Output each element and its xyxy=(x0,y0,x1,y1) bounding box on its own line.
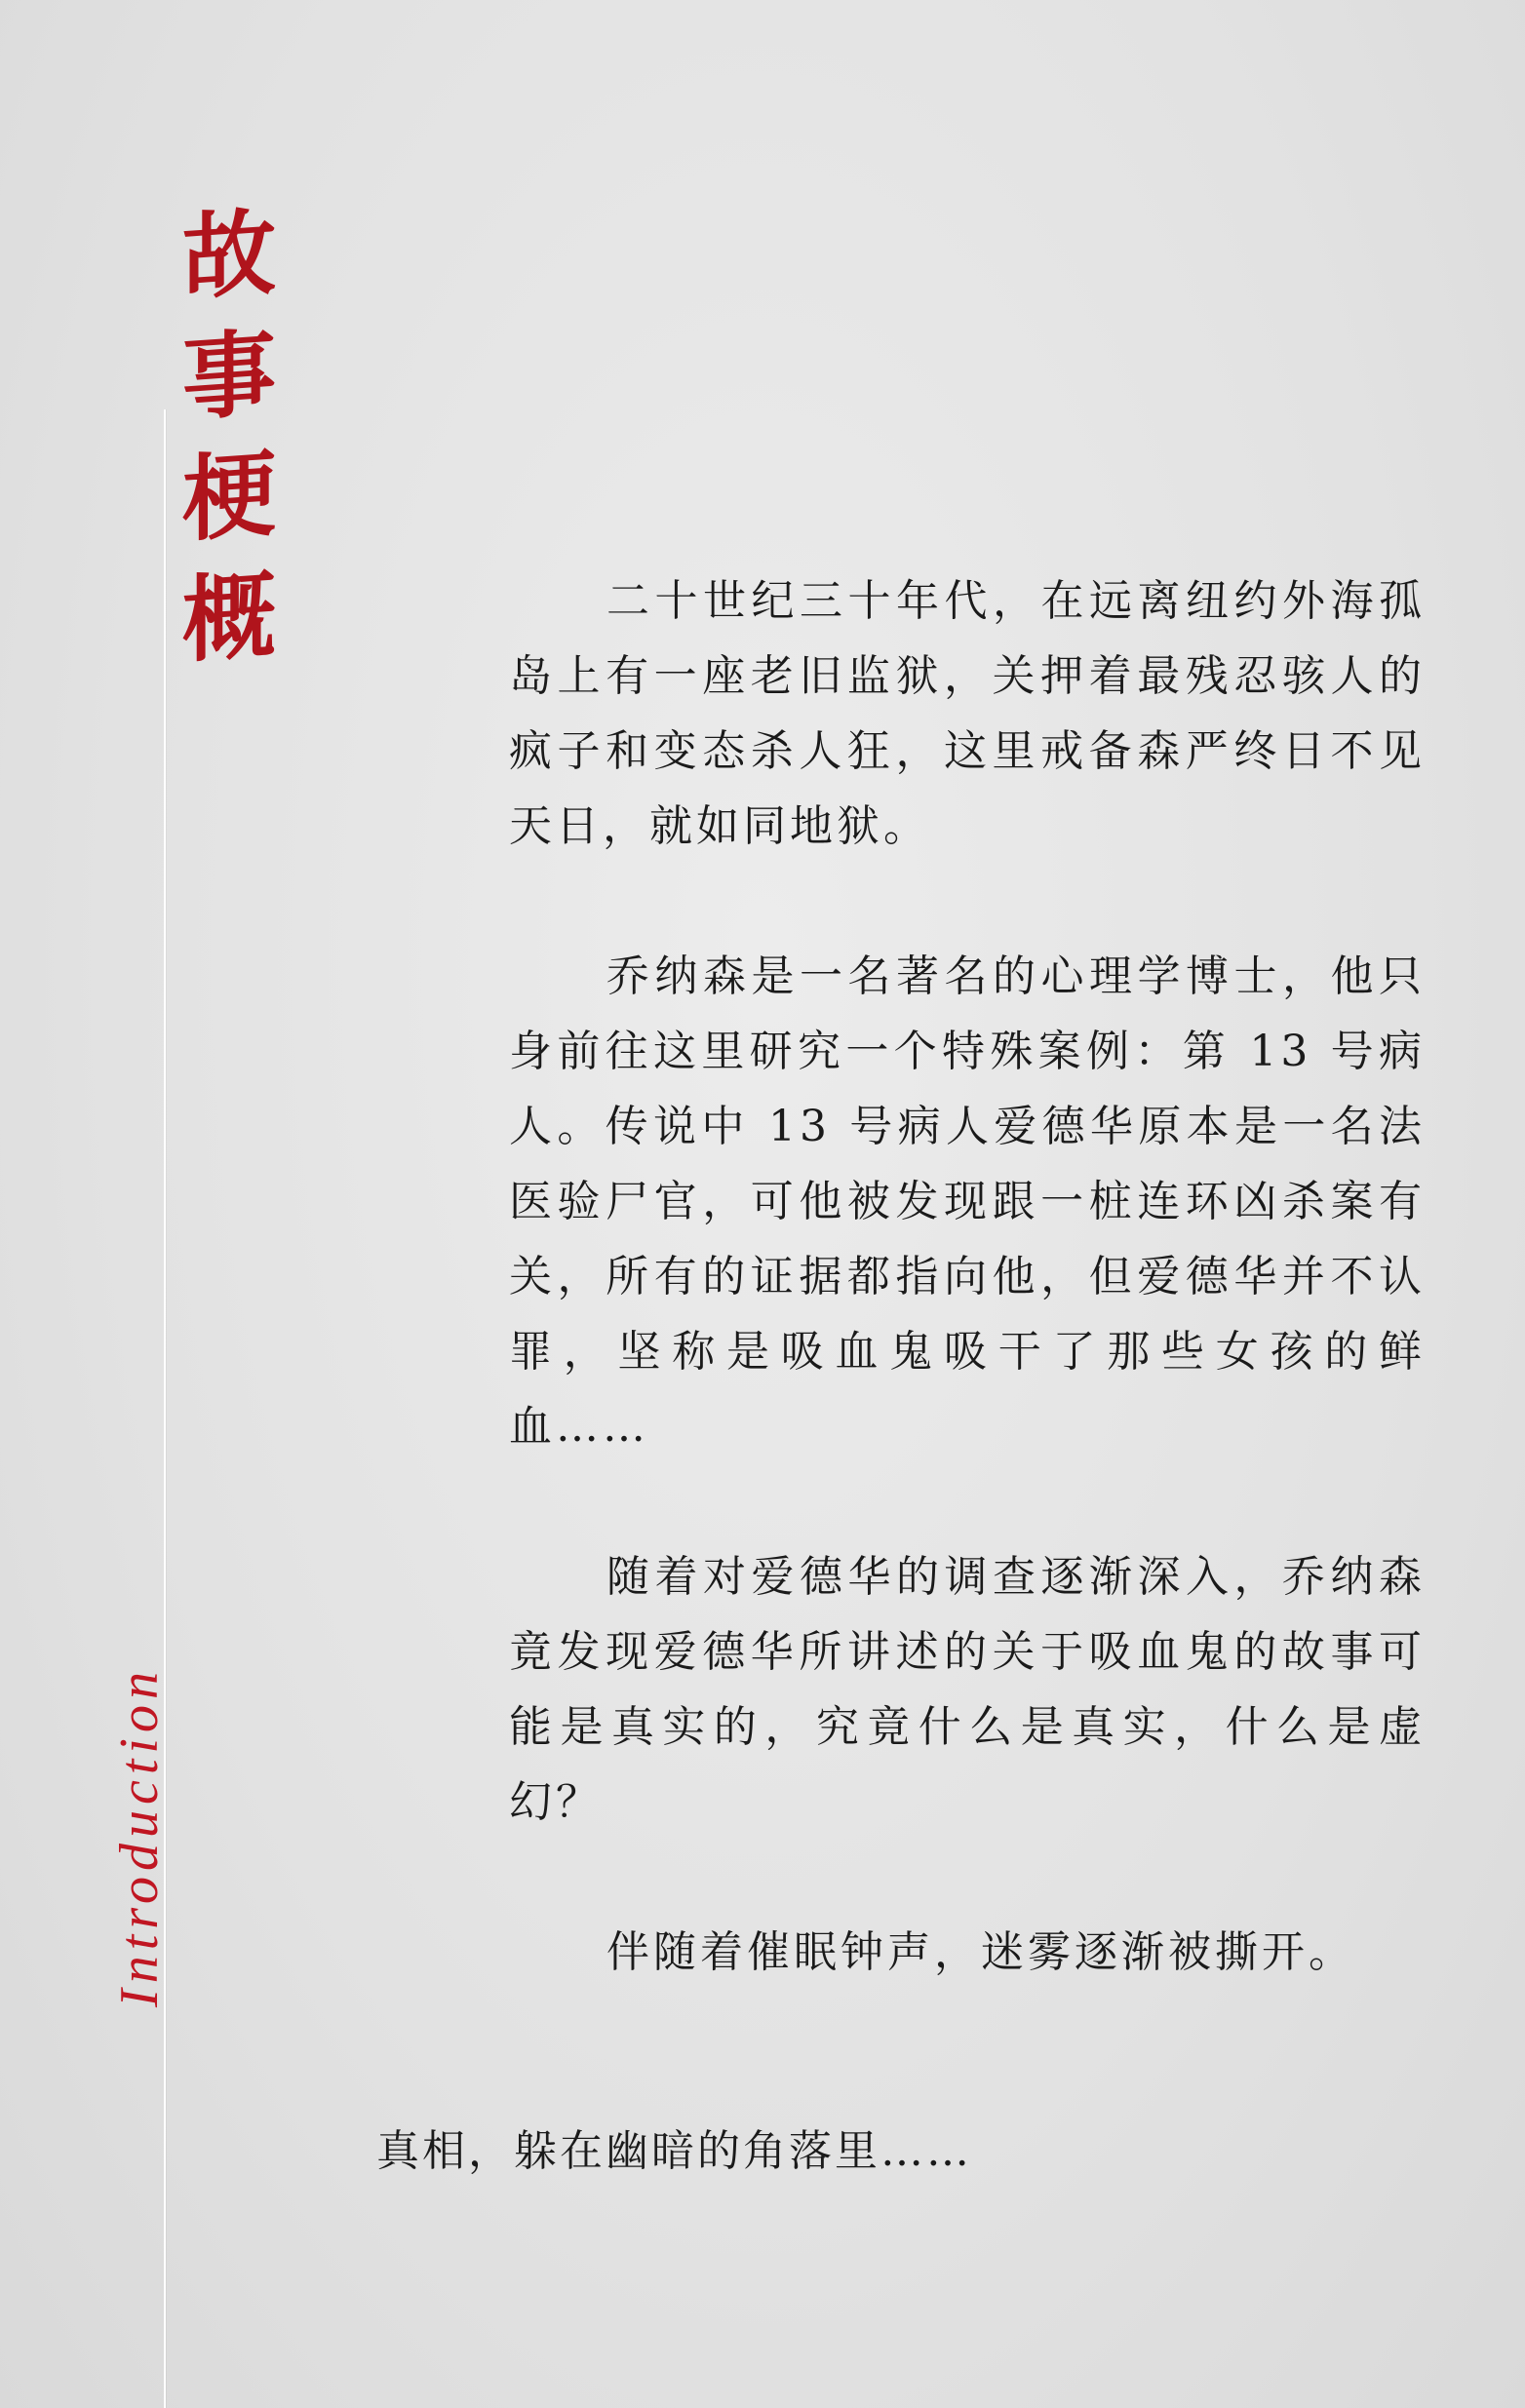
title-char: 梗 xyxy=(182,438,276,556)
paragraph: 二十世纪三十年代，在远离纽约外海孤岛上有一座老旧监狱，关押着最残忍骇人的疯子和变态杀人狂，这里戒备森严终日不见天日，就如同地狱。 xyxy=(509,576,1426,851)
page-title xyxy=(176,191,283,682)
title-char: 故 xyxy=(182,196,276,314)
paragraph: 乔纳森是一名著名的心理学博士，他只身前往这里研究一个特殊案例：第 13 号病人。传说中 13 号病人爱德华原本是一名法医验尸官，可他被发现跟一桩连环凶杀案有关，所有的证据都指向他，但爱德华并不认罪，坚称是吸血鬼吸干了那些女孩的鲜血…… xyxy=(509,952,1426,1452)
vertical-divider xyxy=(164,409,166,2408)
title-char: 概 xyxy=(182,559,276,677)
title-char: 事 xyxy=(182,317,276,435)
synopsis-body xyxy=(509,563,1426,1990)
subtitle-introduction: Introduction xyxy=(109,1666,170,2007)
tagline: 真相，躲在幽暗的角落里…… xyxy=(376,2126,972,2176)
paragraph: 伴随着催眠钟声，迷雾逐渐被撕开。 xyxy=(606,1927,1355,1977)
paragraph: 随着对爱德华的调查逐渐深入，乔纳森竟发现爱德华所讲述的关于吸血鬼的故事可能是真实的，究竟什么是真实，什么是虚幻？ xyxy=(509,1552,1426,1827)
